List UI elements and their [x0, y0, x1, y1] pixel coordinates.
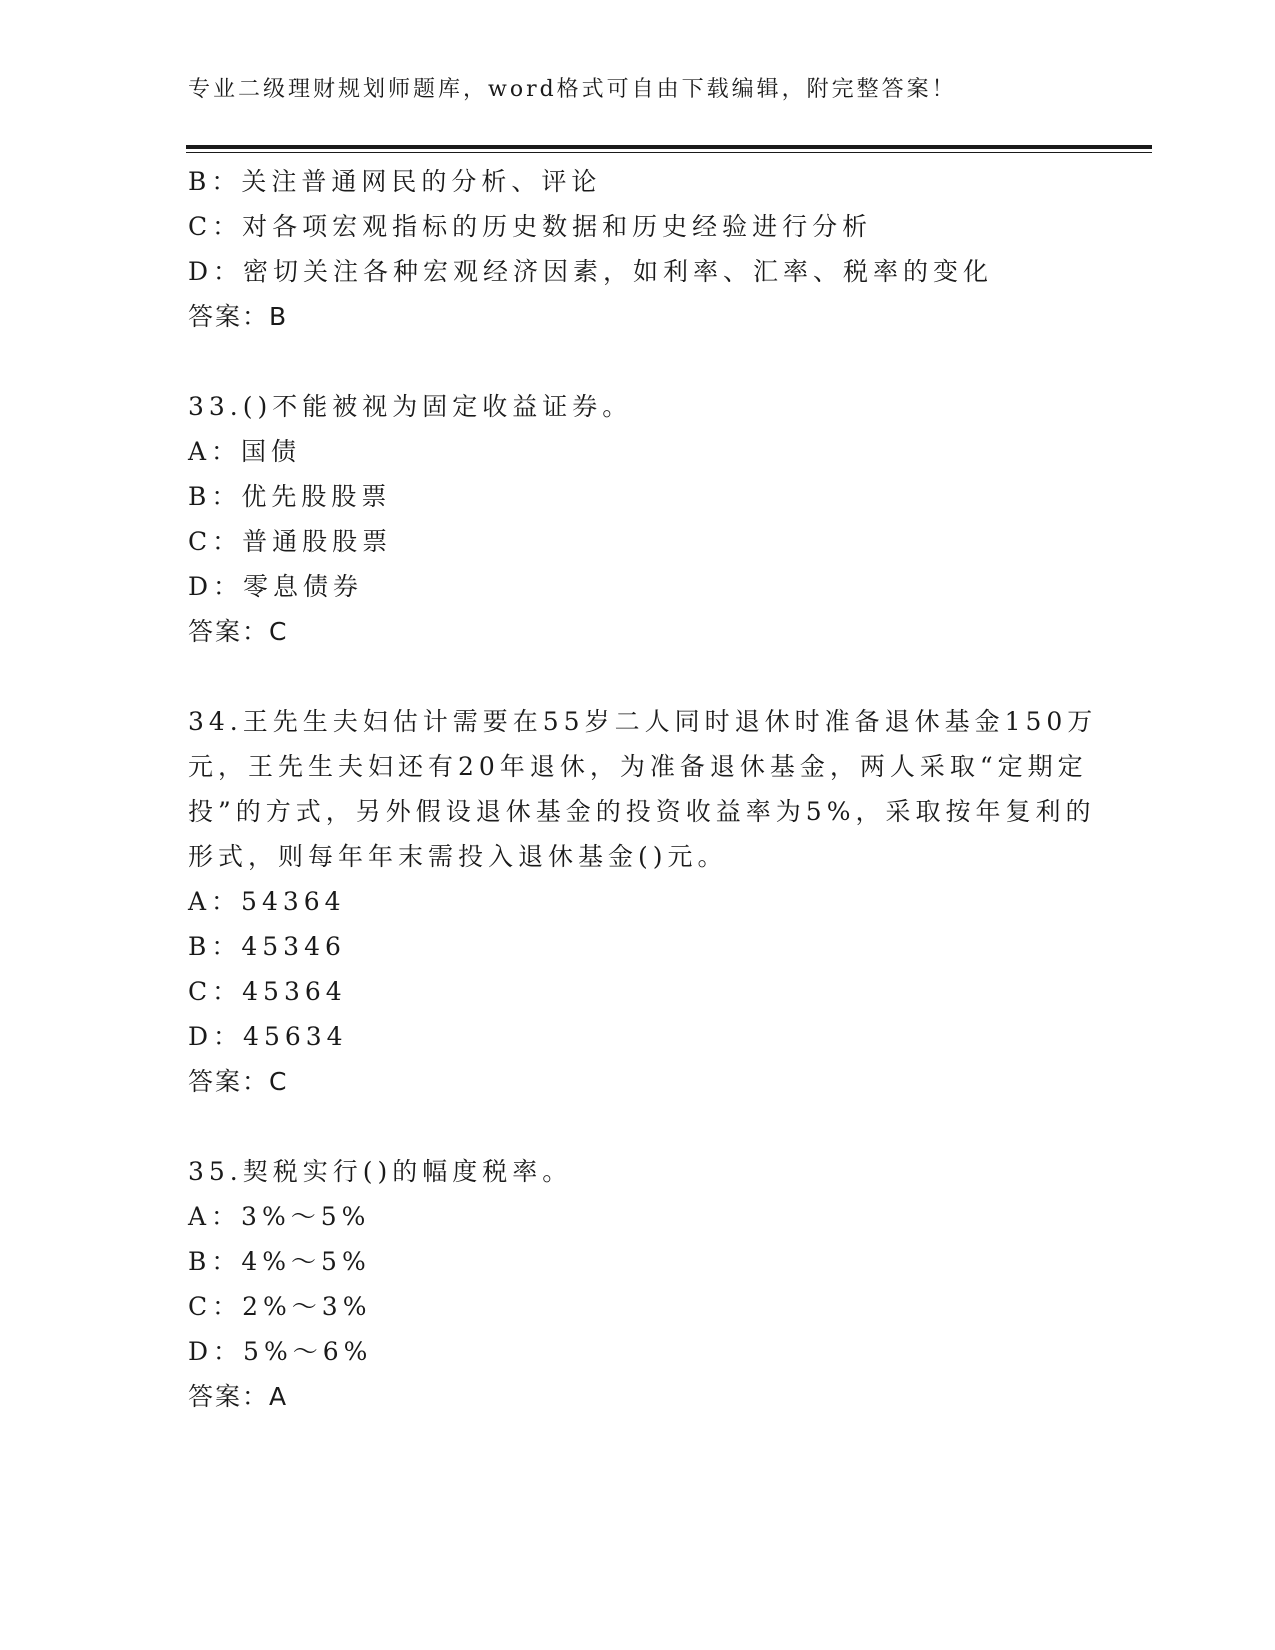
question-stem: 33.()不能被视为固定收益证券。: [188, 392, 633, 421]
option-c: C：普通股股票: [188, 527, 393, 556]
question-34: [188, 699, 1098, 1104]
answer-line: 答案：C: [188, 1067, 289, 1096]
continued-question: [188, 159, 1088, 339]
page-header: 专业二级理财规划师题库，word格式可自由下载编辑，附完整答案！: [188, 77, 957, 102]
header-rule-thick: [186, 145, 1152, 149]
header-rule-thin: [186, 152, 1152, 153]
question-stem-line-1: 34.王先生夫妇估计需要在55岁二人同时退休时准备退休基金150万: [188, 707, 1098, 736]
answer-line: 答案：B: [188, 302, 289, 331]
option-c: C：45364: [188, 977, 347, 1006]
option-a: A：3%～5%: [188, 1202, 371, 1231]
option-d: D：45634: [188, 1022, 348, 1051]
option-d: D：密切关注各种宏观经济因素，如利率、汇率、税率的变化: [188, 257, 994, 286]
option-b: B：45346: [188, 932, 346, 961]
answer-line: 答案：A: [188, 1382, 289, 1411]
option-d: D：5%～6%: [188, 1337, 373, 1366]
question-stem-line-2: 元，王先生夫妇还有20年退休，为准备退休基金，两人采取“定期定: [188, 752, 1088, 781]
question-stem-line-4: 形式，则每年年末需投入退休基金()元。: [188, 842, 728, 871]
option-b: B：优先股股票: [188, 482, 392, 511]
question-35: [188, 1149, 1088, 1419]
option-c: C：2%～3%: [188, 1292, 372, 1321]
option-d: D：零息债券: [188, 572, 364, 601]
answer-line: 答案：C: [188, 617, 289, 646]
document-body: [188, 159, 1098, 1419]
option-c: C：对各项宏观指标的历史数据和历史经验进行分析: [188, 212, 873, 241]
option-a: A：国债: [188, 437, 302, 466]
question-33: [188, 384, 1088, 654]
question-stem-line-3: 投”的方式，另外假设退休基金的投资收益率为5%，采取按年复利的: [188, 797, 1096, 826]
option-b: B：关注普通网民的分析、评论: [188, 167, 602, 196]
question-stem: 35.契税实行()的幅度税率。: [188, 1157, 573, 1186]
option-a: A：54364: [188, 887, 346, 916]
option-b: B：4%～5%: [188, 1247, 371, 1276]
